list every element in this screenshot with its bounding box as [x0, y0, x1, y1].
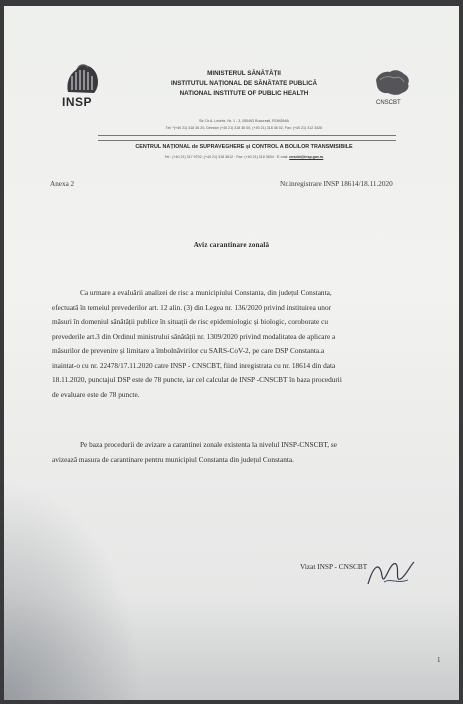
- paragraph-line: măsuri în domeniul sănătății publice în situații de risc epidemiologic și biologic, coroborate cu: [52, 317, 328, 326]
- paragraph-line: efectuată în temeiul prevederilor art. 12 alin. (3) din Legea nr. 136/2020 privind instituirea unor: [52, 302, 332, 312]
- handwritten-signature: [364, 554, 418, 594]
- paragraph-line: 18.11.2020, punctajul DSP este de 78 puncte, iar cel calculat de INSP -CNSCBT în baza procedurii: [52, 375, 342, 384]
- romania-map-icon: [370, 66, 414, 100]
- institute-address: Str. Dr.A. Leonte, Nr. 1 - 3, 050463 București, ROMÂNIA: [199, 119, 289, 123]
- paragraph-line: Pe baza procedurii de avizare a carantinei zonale existenta la nivelul INSP-CNSCBT, se: [80, 440, 337, 449]
- signature-label: Vizat INSP - CNSCBT: [300, 562, 368, 571]
- paragraph-assessment: [52, 286, 420, 402]
- institute-phones: Tel: *(+40 21) 318 36 20, Director (+40 21) 318 36 00, (+40 21) 318 36 02, Fax: (+40 21) 312 3426: [165, 126, 323, 130]
- cnscbt-logo-label: CNSCBT: [376, 100, 401, 106]
- institute-name-en: NATIONAL INSTITUTE OF PUBLIC HEALTH: [179, 90, 309, 97]
- centre-name: CENTRUL NAȚIONAL de SUPRAVEGHERE și CONTROL A BOLILOR TRANSMISIBILE: [135, 144, 353, 150]
- registration-number: Nr.inregistrare INSP 18614/18.11.2020: [280, 180, 393, 188]
- insp-emblem-icon: [58, 62, 106, 96]
- header-divider-top: [98, 135, 396, 136]
- paragraph-line: prevederile art.3 din Ordinul ministrului sănătății nr. 1309/2020 privind modalitatea de aplicare a: [52, 331, 336, 341]
- centre-email-link[interactable]: cnscbt@insp.gov.ro: [289, 155, 324, 159]
- centre-contact: [64, 155, 424, 159]
- document-title: Aviz carantinare zonală: [193, 241, 270, 249]
- paragraph-line: Ca urmare a evaluării analizei de risc a municipiului Constanta, din județul Constanta,: [80, 288, 332, 297]
- insp-logo: [58, 62, 106, 114]
- institute-name-ro: INSTITUTUL NAȚIONAL DE SĂNĂTATE PUBLICĂ: [170, 80, 318, 87]
- paragraph-line: avizează masura de carantinare pentru municipiul Constanta din județul Constanta.: [52, 454, 294, 464]
- centre-contact-text: Tel.: (+40 21) 317 9702; (+40 21) 318 3612 · Fax: (+40 21) 318 3634 · E-mail:: [164, 155, 289, 159]
- insp-logo-label: INSP: [62, 95, 93, 109]
- paragraph-line: de evaluare este de 78 puncte.: [52, 389, 140, 399]
- paragraph-approval: [52, 438, 420, 467]
- ministry-name: MINISTERUL SĂNĂTĂȚII: [207, 70, 281, 77]
- annex-label: Anexa 2: [50, 180, 75, 188]
- document-page: [4, 6, 459, 700]
- header-divider-bottom: [98, 140, 396, 141]
- page-number: 1: [437, 656, 441, 664]
- paragraph-line: măsurilor de prevenire și limitare a îmbolnăvirilor cu SARS-CoV-2, pe care DSP Constanta.a: [52, 346, 325, 355]
- cnscbt-logo: [370, 66, 414, 114]
- paragraph-line: inaintat-o cu nr. 22478/17.11.2020 catre INSP - CNSCBT, fiind inregistrata cu nr. 18614 din data: [52, 360, 336, 370]
